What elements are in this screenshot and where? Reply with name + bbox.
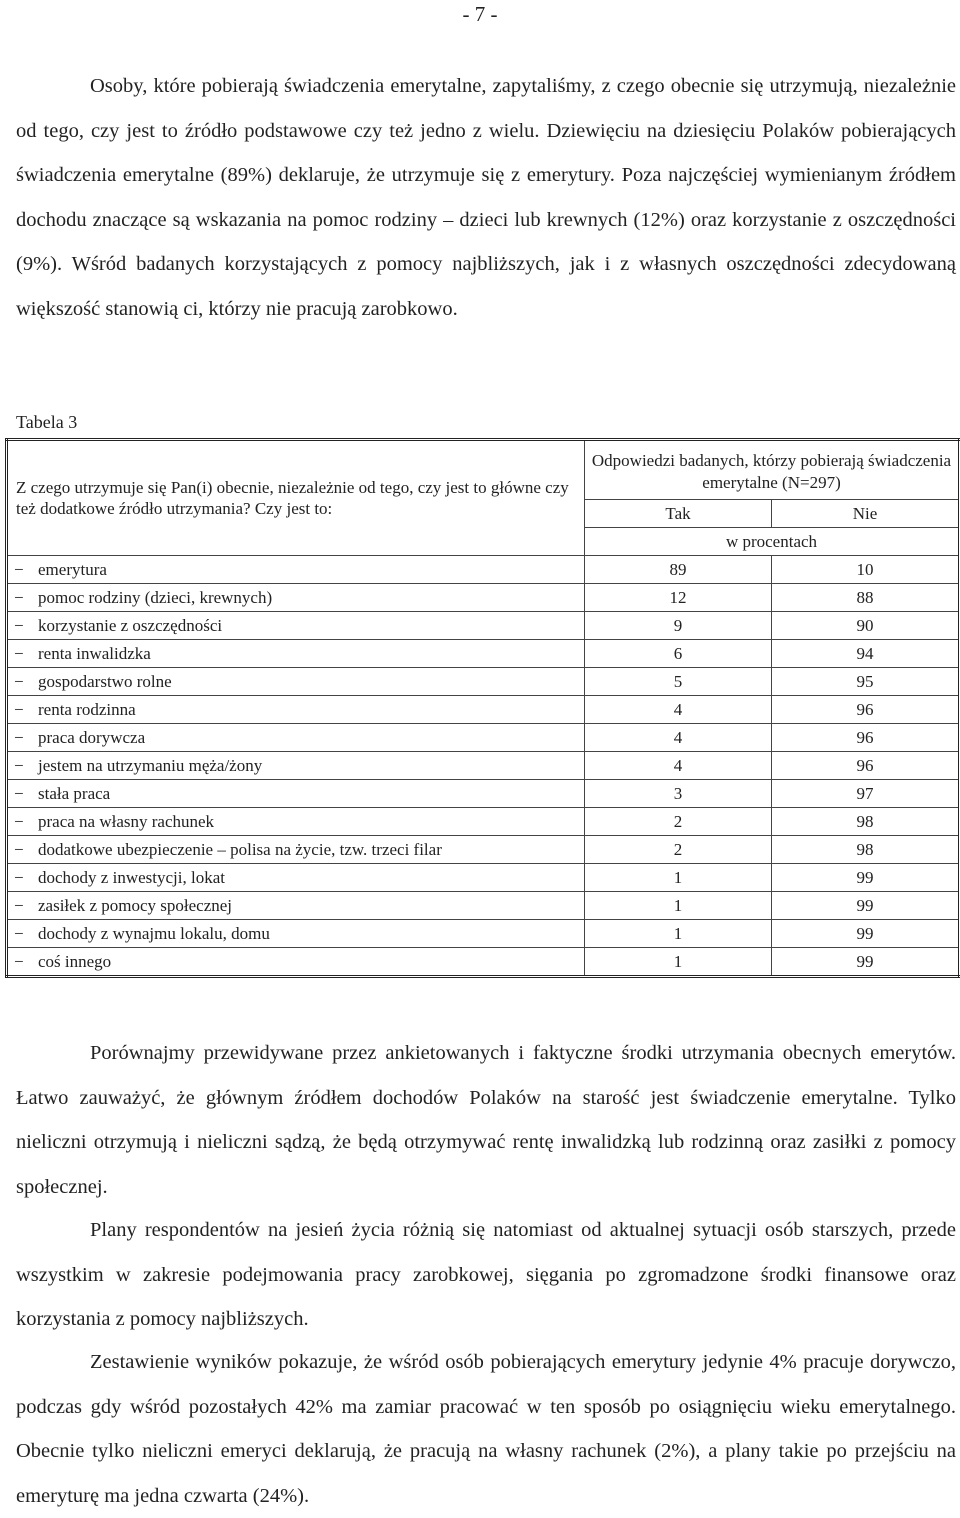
dash-marker: − (14, 588, 24, 607)
plans-paragraph: Plany respondentów na jesień życia różnią się natomiast od aktualnej sytuacji osób starszych, przede wszystkim w zakresie podejmowania pracy zarobkowej, sięgania po zgromadzone środki finansowe oraz korzystania z pomocy najbliższych. (16, 1219, 956, 1330)
col-no-header: Nie (772, 500, 960, 528)
yes-value: 4 (585, 696, 772, 724)
col-yes-header: Tak (585, 500, 772, 528)
dash-marker: − (14, 672, 24, 691)
no-value: 96 (772, 724, 960, 752)
table-row (7, 668, 960, 696)
dash-marker: − (14, 616, 24, 635)
yes-value: 9 (585, 612, 772, 640)
row-label-text: emerytura (38, 560, 107, 579)
no-value: 10 (772, 556, 960, 584)
no-value: 99 (772, 864, 960, 892)
dash-marker: − (14, 644, 24, 663)
yes-value: 2 (585, 808, 772, 836)
yes-value: 1 (585, 920, 772, 948)
no-value: 97 (772, 780, 960, 808)
dash-marker: − (14, 924, 24, 943)
table-header-row (7, 440, 960, 500)
row-label (7, 640, 585, 668)
row-label (7, 612, 585, 640)
row-label-text: korzystanie z oszczędności (38, 616, 223, 635)
table-caption: Tabela 3 (16, 412, 78, 432)
row-label-text: dochody z wynajmu lokalu, domu (38, 924, 270, 943)
dash-marker: − (14, 560, 24, 579)
no-value: 88 (772, 584, 960, 612)
row-label (7, 668, 585, 696)
table-row (7, 752, 960, 780)
dash-marker: − (14, 868, 24, 887)
row-label (7, 724, 585, 752)
row-label (7, 584, 585, 612)
table-row (7, 724, 960, 752)
table-row (7, 556, 960, 584)
yes-value: 5 (585, 668, 772, 696)
row-label (7, 808, 585, 836)
row-label-text: jestem na utrzymaniu męża/żony (38, 756, 263, 775)
no-value: 95 (772, 668, 960, 696)
answers-header: Odpowiedzi badanych, którzy pobierają świadczenia emerytalne (N=297) (585, 440, 960, 500)
no-value: 99 (772, 892, 960, 920)
dash-marker: − (14, 728, 24, 747)
row-label (7, 892, 585, 920)
row-label (7, 696, 585, 724)
no-value: 98 (772, 836, 960, 864)
table-row (7, 612, 960, 640)
row-label (7, 556, 585, 584)
table-row (7, 920, 960, 948)
unit-label: w procentach (585, 528, 960, 556)
no-value: 98 (772, 808, 960, 836)
row-label-text: zasiłek z pomocy społecznej (38, 896, 233, 915)
no-value: 96 (772, 752, 960, 780)
row-label-text: gospodarstwo rolne (38, 672, 172, 691)
question-cell: Z czego utrzymuje się Pan(i) obecnie, niezależnie od tego, czy jest to główne czy też dodatkowe źródło utrzymania? Czy jest to: (7, 440, 585, 556)
table-row (7, 584, 960, 612)
dash-marker: − (14, 756, 24, 775)
yes-value: 89 (585, 556, 772, 584)
yes-value: 3 (585, 780, 772, 808)
table-body (7, 440, 960, 977)
yes-value: 1 (585, 864, 772, 892)
yes-value: 2 (585, 836, 772, 864)
row-label (7, 752, 585, 780)
no-value: 94 (772, 640, 960, 668)
row-label (7, 920, 585, 948)
row-label-text: renta rodzinna (38, 700, 136, 719)
yes-value: 4 (585, 724, 772, 752)
row-label-text: dochody z inwestycji, lokat (38, 868, 225, 887)
row-label-text: dodatkowe ubezpieczenie – polisa na życie, tzw. trzeci filar (38, 840, 442, 859)
yes-value: 4 (585, 752, 772, 780)
table-row (7, 808, 960, 836)
table-row (7, 696, 960, 724)
no-value: 96 (772, 696, 960, 724)
dash-marker: − (14, 812, 24, 831)
dash-marker: − (14, 896, 24, 915)
row-label-text: praca dorywcza (38, 728, 146, 747)
dash-marker: − (14, 840, 24, 859)
table-row (7, 864, 960, 892)
dash-marker: − (14, 952, 24, 971)
yes-value: 1 (585, 892, 772, 920)
row-label (7, 948, 585, 977)
table-row (7, 640, 960, 668)
row-label (7, 780, 585, 808)
yes-value: 1 (585, 948, 772, 977)
page-number: - 7 - (462, 2, 498, 26)
row-label-text: stała praca (38, 784, 111, 803)
summary-paragraph: Zestawienie wyników pokazuje, że wśród osób pobierających emerytury jedynie 4% pracuje dorywczo, podczas gdy wśród pozostałych 42% ma zamiar pracować w ten sposób po osiągnięciu wieku emerytalnego. Obecnie tylko nieliczni emeryci deklarują, że pracują na własny rachunek (2%), a plany takie po przejściu na emeryturę ma jedna czwarta (24%). (16, 1351, 956, 1507)
yes-value: 6 (585, 640, 772, 668)
yes-value: 12 (585, 584, 772, 612)
dash-marker: − (14, 700, 24, 719)
no-value: 99 (772, 920, 960, 948)
row-label (7, 864, 585, 892)
row-label (7, 836, 585, 864)
table-row (7, 892, 960, 920)
no-value: 90 (772, 612, 960, 640)
table-row (7, 836, 960, 864)
table-row (7, 948, 960, 977)
no-value: 99 (772, 948, 960, 977)
income-sources-table (5, 438, 960, 978)
dash-marker: − (14, 784, 24, 803)
intro-paragraph: Osoby, które pobierają świadczenia emerytalne, zapytaliśmy, z czego obecnie się utrzymują, niezależnie od tego, czy jest to źródło podstawowe czy też jedno z wielu. Dziewięciu na dziesięciu Polaków pobierających świadczenia emerytalne (89%) deklaruje, że utrzymuje się z emerytury. Poza najczęściej wymienianym źródłem dochodu znaczące są wskazania na pomoc rodziny – dzieci lub krewnych (12%) oraz korzystanie z oszczędności (9%). Wśród badanych korzystających z pomocy najbliższych, jak i z własnych oszczędności zdecydowaną większość stanowią ci, którzy nie pracują zarobkowo. (16, 75, 956, 320)
row-label-text: pomoc rodziny (dzieci, krewnych) (38, 588, 273, 607)
row-label-text: renta inwalidzka (38, 644, 151, 663)
comparison-paragraph: Porównajmy przewidywane przez ankietowanych i faktyczne środki utrzymania obecnych emerytów. Łatwo zauważyć, że głównym źródłem dochodów Polaków na starość jest świadczenie emerytalne. Tylko nieliczni otrzymują i nieliczni sądzą, że będą otrzymywać rentę inwalidzką lub rodzinną oraz zasiłki z pomocy społecznej. (16, 1042, 956, 1198)
table-row (7, 780, 960, 808)
row-label-text: coś innego (38, 952, 112, 971)
row-label-text: praca na własny rachunek (38, 812, 215, 831)
